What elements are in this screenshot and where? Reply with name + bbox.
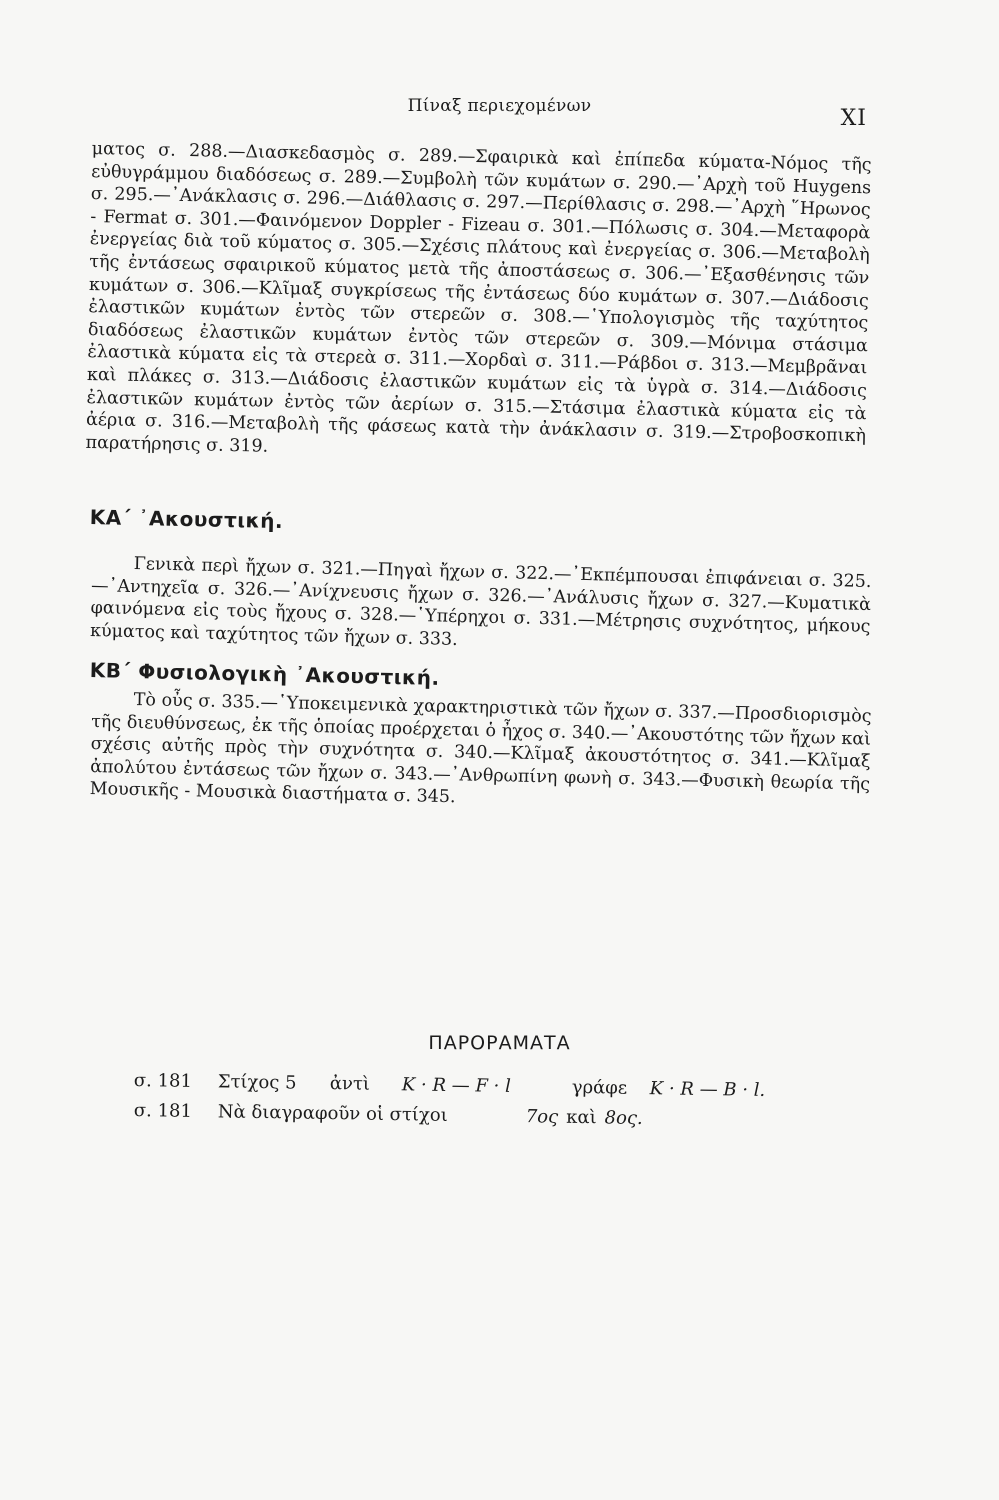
running-head: Πίναξ περιεχομένων bbox=[407, 96, 592, 116]
errata-instruction: Νὰ διαγραφοῦν οἱ στίχοι bbox=[217, 1101, 448, 1126]
contents-paragraph: Γενικὰ περὶ ἤχων σ. 321.—Πηγαὶ ἤχων σ. 322.—᾿Εκπέμπουσαι ἐπιφάνειαι σ. 325.—᾿Αντηχεῖα σ. 326.—᾿Ανίχνευσις ἤχων σ. 326.—᾿Ανάλυσις ἤχων σ. 327.—Κυματικὰ φαινόμενα εἰς τοὺς ἤχους σ. 328.—῾Υπέρηχοι σ. 331.—Μέτρησις συχνότητος, μήκους κύματος καὶ ταχύτητος τῶν ἤχων σ. 333. bbox=[89, 554, 872, 650]
errata-write: γράφε bbox=[571, 1076, 628, 1099]
errata-page: σ. 181 bbox=[133, 1070, 193, 1092]
errata-title: ΠΑΡΟΡΑΜΑΤΑ bbox=[428, 1032, 571, 1054]
contents-continuation bbox=[85, 138, 871, 471]
errata-instead: ἀντὶ bbox=[329, 1073, 371, 1095]
errata-correct-formula: K · R — B · l. bbox=[649, 1078, 766, 1101]
errata-line-a: 7ος bbox=[525, 1106, 559, 1128]
contents-paragraph: ματος σ. 288.—Διασκεδασμὸς σ. 289.—Σφαιρικὰ καὶ ἐπίπεδα κύματα-Νόμος τῆς εὐθυγράμμου διαδόσεως σ. 289.—Συμβολὴ τῶν κυμάτων σ. 290.—᾿Αρχὴ τοῦ Huygens σ. 295.—᾿Ανάκλασις σ. 296.—Διάθλασις σ. 297.—Περίθλασις σ. 298.—᾿Αρχὴ ῞Ηρωνος - Fermat σ. 301.—Φαινόμενον Doppler - Fizeau σ. 301.—Πόλωσις σ. 304.—Μεταφορὰ ἐνεργείας διὰ τοῦ κύματος σ. 305.—Σχέσις πλάτους καὶ ἐνεργείας σ. 306.—Μεταβολὴ τῆς ἐντάσεως σφαιρικοῦ κύματος μετὰ τῆς ἀποστάσεως σ. 306.—᾿Εξασθένησις τῶν κυμάτων σ. 306.—Κλῖμαξ συγκρίσεως τῆς ἐντάσεως δύο κυμάτων σ. 307.—Διάδοσις ἐλαστικῶν κυμάτων ἐντὸς τῶν στερεῶν σ. 308.—῾Υπολογισμὸς τῆς ταχύτητος διαδόσεως ἐλαστικῶν κυμάτων ἐντὸς τῶν στερεῶν σ. 309.—Μόνιμα στάσιμα ἐλαστικὰ κύματα εἰς τὰ στερεὰ σ. 311.—Χορδαὶ σ. 311.—Ράβδοι σ. 313.—Μεμβρᾶναι καὶ πλάκες σ. 313.—Διάδοσις ἐλαστικῶν κυμάτων εἰς τὰ ὑγρὰ σ. 314.—Διάδοσις ἐλαστικῶν κυμάτων ἐντὸς τῶν ἀερίων σ. 315.—Στάσιμα ἐλαστικὰ κύματα εἰς τὰ ἀέρια σ. 316.—Μεταβολὴ τῆς φάσεως κατὰ τὴν ἀνάκλασιν σ. 319.—Στροβοσκοπικὴ παρατήρησις σ. 319. bbox=[85, 138, 872, 457]
errata-page: σ. 181 bbox=[133, 1100, 193, 1122]
section-contents-physiological-acoustics bbox=[89, 688, 871, 819]
contents-paragraph: Τὸ οὖς σ. 335.—῾Υποκειμενικὰ χαρακτηριστικὰ τῶν ἤχων σ. 337.—Προσδιορισμὸς τῆς διευθύνσεως, ἐκ τῆς ὁποίας προέρχεται ὁ ἦχος σ. 340.—᾿Ακουστότης τῶν ἤχων καὶ σχέσις αὐτῆς πρὸς τὴν συχνότητα σ. 340.—Κλῖμαξ ἀκουστότητος σ. 341.—Κλῖμαξ ἀπολύτου ἐντάσεως τῶν ἤχων σ. 343.—᾿Ανθρωπίνη φωνὴ σ. 343.—Φυσικὴ θεωρία τῆς Μουσικῆς - Μουσικὰ διαστήματα σ. 345. bbox=[89, 689, 872, 808]
section-heading-acoustics: ΚΑ΄ ᾿Ακουστική. bbox=[89, 505, 284, 534]
section-heading-physiological-acoustics: ΚΒ΄ Φυσιολογικὴ ᾿Ακουστική. bbox=[89, 658, 440, 690]
errata-wrong-formula: K · R — F · l bbox=[401, 1074, 511, 1097]
errata-row bbox=[134, 1100, 643, 1129]
page-number: XI bbox=[840, 106, 867, 131]
section-contents-acoustics bbox=[90, 552, 872, 661]
errata-line-b: 8ος. bbox=[604, 1107, 643, 1129]
errata-row bbox=[134, 1070, 766, 1101]
errata-and: καὶ bbox=[565, 1106, 597, 1129]
errata-line: Στίχος 5 bbox=[217, 1071, 297, 1094]
